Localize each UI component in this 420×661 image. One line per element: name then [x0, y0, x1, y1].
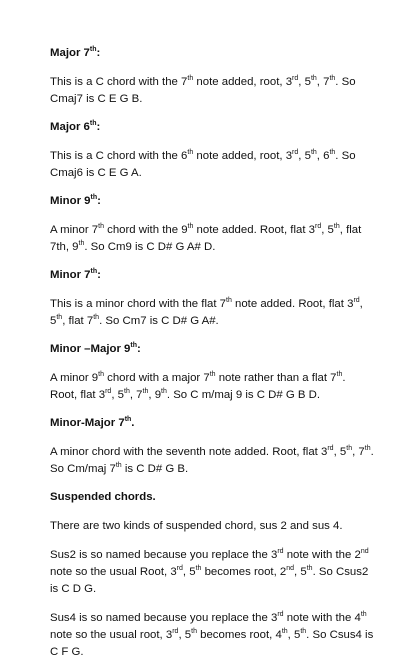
section-heading: Minor 7th:	[50, 268, 101, 281]
section-paragraph: A minor 9th chord with a major 7th note rather than a flat 7th. Root, flat 3rd, 5th, 7th, 9th. So C m/maj 9 is C D# G B D.	[50, 371, 346, 401]
section-heading: Major 6th:	[50, 120, 101, 133]
section-heading: Major 7th:	[50, 46, 101, 59]
section-paragraph: This is a C chord with the 6th note added, root, 3rd, 5th, 6th. So Cmaj6 is C E G A.	[50, 149, 356, 179]
sus4-paragraph: Sus4 is so named because you replace the 3rd note with the 4th note so the usual root, 3rd, 5th becomes root, 4th, 5th. So Csus4 is C F G.	[50, 611, 374, 658]
section-heading: Minor –Major 9th:	[50, 342, 141, 355]
section-paragraph: A minor 7th chord with the 9th note added. Root, flat 3rd, 5th, flat 7th, 9th. So Cm9 is C D# G A# D.	[50, 223, 362, 253]
sus2-paragraph: Sus2 is so named because you replace the 3rd note with the 2nd note so the usual Root, 3rd, 5th becomes root, 2nd, 5th. So Csus2 is C D G.	[50, 548, 369, 595]
section-paragraph: A minor chord with the seventh note added. Root, flat 3rd, 5th, 7th. So Cm/maj 7th is C D# G B.	[50, 445, 374, 475]
document-content	[50, 46, 374, 661]
section-heading: Suspended chords.	[50, 491, 156, 503]
section-paragraph: This is a C chord with the 7th note added, root, 3rd, 5th, 7th. So Cmaj7 is C E G B.	[50, 75, 356, 105]
section-paragraph: There are two kinds of suspended chord, sus 2 and sus 4.	[50, 520, 343, 532]
section-heading: Minor-Major 7th.	[50, 416, 135, 429]
section-heading: Minor 9th:	[50, 194, 101, 207]
section-paragraph: This is a minor chord with the flat 7th note added. Root, flat 3rd, 5th, flat 7th. So Cm7 is C D# G A#.	[50, 297, 363, 327]
